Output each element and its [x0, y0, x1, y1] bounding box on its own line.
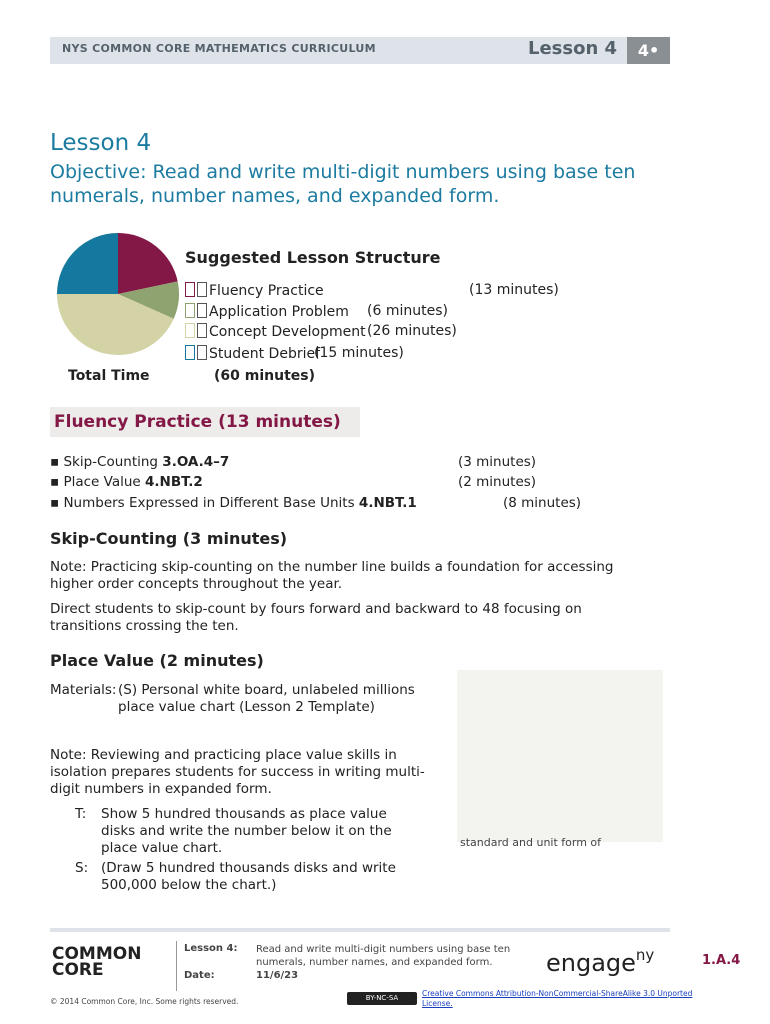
fluency-heading: Fluency Practice (13 minutes): [54, 412, 341, 432]
lesson-title: Lesson 4: [50, 130, 152, 156]
materials-text: (S) Personal white board, unlabeled millions place value chart (Lesson 2 Template): [118, 682, 415, 715]
cc-license-badge: BY-NC-SA: [347, 992, 417, 1005]
structure-time: (15 minutes): [314, 345, 404, 361]
common-core-logo: COMMON CORE: [52, 944, 142, 980]
footer-divider: [50, 928, 670, 932]
bullet-text: Numbers Expressed in Different Base Units: [63, 495, 359, 511]
debrief-box-icon: [185, 345, 195, 360]
fluency-bullet: ▪ Place Value 4.NBT.2: [50, 474, 203, 490]
bullet-text: Skip-Counting: [63, 454, 163, 470]
objective: Objective: Read and write multi-digit numbers using base ten numerals, number names, and expanded form.: [50, 161, 636, 207]
total-time-label: Total Time: [68, 368, 150, 384]
sidebar-box: [457, 670, 663, 842]
checkbox-icon: [197, 303, 207, 318]
sidebar-text: standard and unit form of: [460, 836, 602, 849]
skip-counting-note: Note: Practicing skip-counting on the number line builds a foundation for accessing higher order concepts throughout the year.: [50, 559, 614, 592]
standard-code: 4.NBT.1: [358, 495, 417, 511]
total-time-value: (60 minutes): [214, 368, 315, 384]
fluency-bullet: ▪ Skip-Counting 3.OA.4–7: [50, 454, 230, 470]
license-link[interactable]: Creative Commons Attribution-NonCommercial-ShareAlike 3.0 Unported License.: [422, 989, 693, 1008]
footer-date-label: Date:: [184, 970, 215, 981]
lesson-structure-pie: [56, 232, 180, 356]
checkbox-icon: [197, 323, 207, 338]
grade-badge: 4•: [627, 37, 670, 64]
student-label: S:: [75, 860, 89, 876]
bullet-text: Place Value: [63, 474, 146, 490]
checkbox-icon: [197, 282, 207, 297]
pie-slice-debrief: [57, 233, 118, 294]
standard-code: 4.NBT.2: [145, 474, 203, 490]
fluency-box-icon: [185, 282, 195, 297]
structure-row-fluency: [185, 282, 324, 299]
concept-box-icon: [185, 323, 195, 338]
structure-label: Student Debrief: [209, 346, 321, 362]
place-value-note: Note: Reviewing and practicing place value skills in isolation prepares students for success in writing multi-digit numbers in expanded form.: [50, 747, 425, 797]
bullet-time: (8 minutes): [503, 495, 582, 511]
teacher-label: T:: [75, 806, 87, 822]
structure-row-concept: [185, 323, 366, 340]
structure-row-debrief: [185, 345, 320, 362]
skip-counting-heading: Skip-Counting (3 minutes): [50, 529, 288, 548]
footer-date-value: 11/6/23: [256, 970, 299, 981]
structure-time: (26 minutes): [367, 323, 457, 339]
structure-title: Suggested Lesson Structure: [185, 248, 441, 267]
materials-label: Materials:: [50, 682, 117, 698]
footer-separator: [176, 941, 177, 991]
fluency-bullet: ▪ Numbers Expressed in Different Base Units 4.NBT.1: [50, 495, 417, 511]
footer-lesson-desc: Read and write multi-digit numbers using base ten numerals, number names, and expanded form.: [256, 944, 511, 968]
curriculum-title: NYS COMMON CORE MATHEMATICS CURRICULUM: [62, 42, 376, 55]
application-box-icon: [185, 303, 195, 318]
bullet-time: (2 minutes): [458, 474, 537, 490]
bullet-time: (3 minutes): [458, 454, 537, 470]
structure-time: (13 minutes): [469, 282, 559, 298]
copyright: © 2014 Common Core, Inc. Some rights reserved.: [50, 997, 239, 1006]
student-text: (Draw 5 hundred thousands disks and write 500,000 below the chart.): [101, 860, 396, 893]
structure-time: (6 minutes): [367, 303, 448, 319]
place-value-heading: Place Value (2 minutes): [50, 651, 264, 670]
structure-label: Fluency Practice: [209, 283, 324, 299]
header-lesson: Lesson 4: [528, 38, 618, 59]
standard-code: 3.OA.4–7: [162, 454, 230, 470]
structure-label: Application Problem: [209, 304, 349, 320]
skip-counting-directions: Direct students to skip-count by fours forward and backward to 48 focusing on transitions crossing the ten.: [50, 601, 582, 634]
page-code: 1.A.4: [702, 953, 741, 968]
engageny-logo: engage$^{ny}$: [546, 946, 655, 977]
checkbox-icon: [197, 345, 207, 360]
footer-lesson-label: Lesson 4:: [184, 943, 238, 954]
structure-row-application: [185, 303, 349, 320]
structure-label: Concept Development: [209, 324, 366, 340]
teacher-text: Show 5 hundred thousands as place value disks and write the number below it on the place value chart.: [101, 806, 392, 856]
